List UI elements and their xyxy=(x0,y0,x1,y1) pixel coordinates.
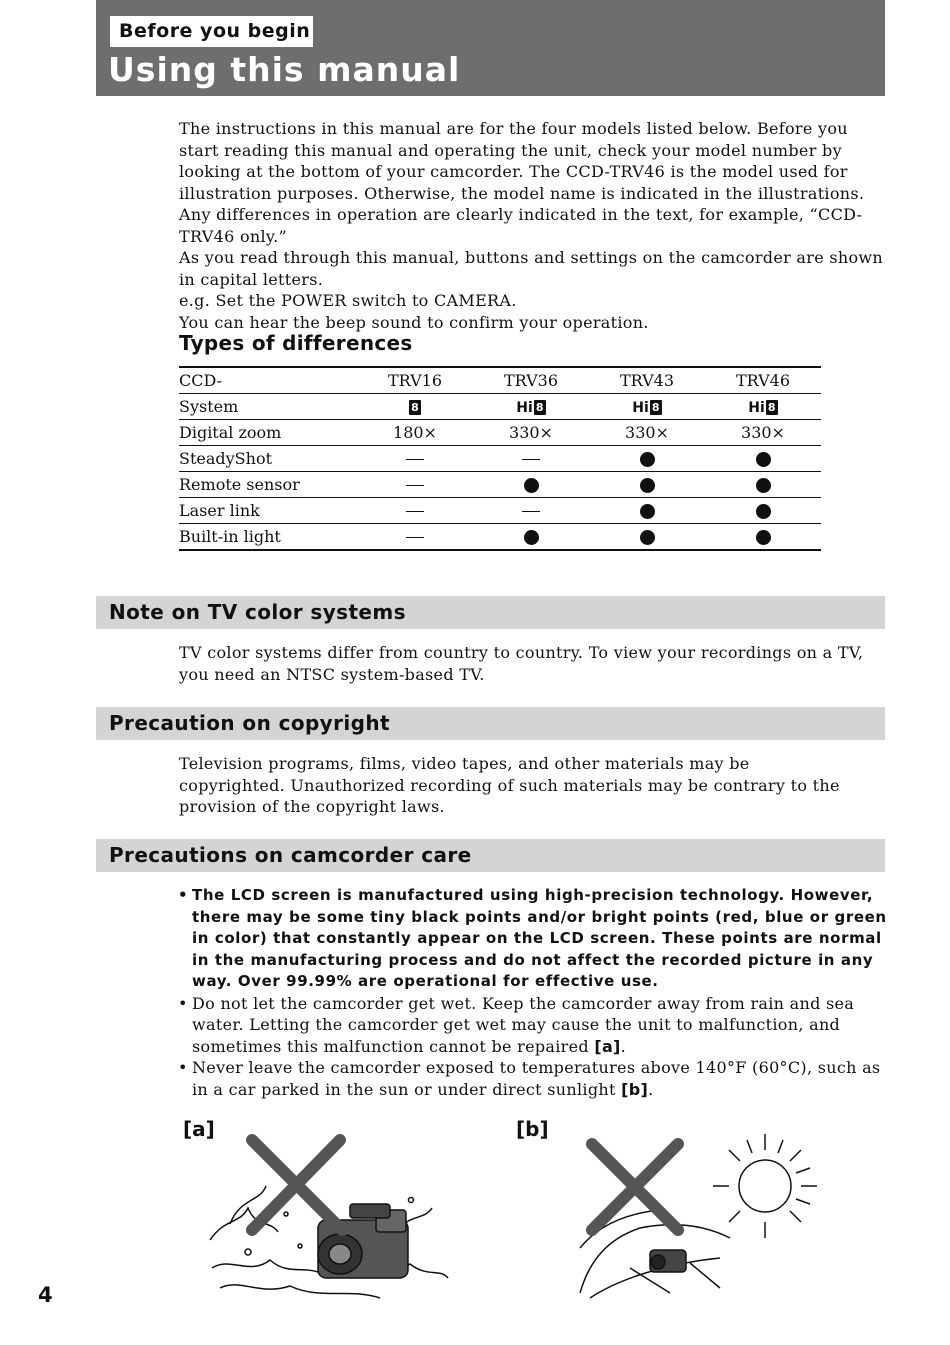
row-label: Remote sensor xyxy=(179,472,357,498)
hi8-icon: Hi 8 xyxy=(632,400,662,416)
section-heading: Note on TV color systems xyxy=(109,600,406,624)
system-cell xyxy=(589,394,705,420)
row-label: Digital zoom xyxy=(179,420,357,446)
tv-paragraph: TV color systems differ from country to country. To view your recordings on a TV, you need an NTSC system-based TV. xyxy=(179,643,864,684)
available-dot-icon xyxy=(640,530,655,545)
table-cell xyxy=(357,524,473,551)
table-row xyxy=(179,420,821,446)
hi8-icon: Hi 8 xyxy=(516,400,546,416)
camcorder-in-water-illustration xyxy=(200,1128,460,1308)
table-cell xyxy=(589,472,705,498)
page-title: Using this manual xyxy=(108,50,461,89)
available-dot-icon xyxy=(756,478,771,493)
not-available-dash-icon xyxy=(522,459,540,461)
available-dot-icon xyxy=(640,452,655,467)
table-row xyxy=(179,472,821,498)
table-cell: 330× xyxy=(589,420,705,446)
figure-ref: [a] xyxy=(594,1036,621,1056)
list-item: • Do not let the camcorder get wet. Keep the camcorder away from rain and sea water. Letting the camcorder get wet may cause the unit to malfunction, and sometimes this malfunction cannot be repaired [a]. xyxy=(176,993,888,1058)
table-header-cell: TRV43 xyxy=(589,367,705,394)
table-cell xyxy=(473,472,589,498)
cross-mark-icon xyxy=(252,1140,342,1230)
table-header-cell: CCD- xyxy=(179,367,357,394)
sun-icon xyxy=(713,1134,817,1238)
table-cell xyxy=(357,472,473,498)
row-label: Built-in light xyxy=(179,524,357,551)
figure-ref: [b] xyxy=(621,1079,649,1099)
tv-text xyxy=(179,642,889,685)
table-header-cell: TRV46 xyxy=(705,367,821,394)
figure-label: [b] xyxy=(516,1117,549,1141)
cross-mark-icon xyxy=(592,1144,678,1230)
system-cell xyxy=(705,394,821,420)
table-cell xyxy=(705,498,821,524)
intro-text xyxy=(179,118,889,333)
not-available-dash-icon xyxy=(406,511,424,513)
section-heading-bar xyxy=(96,707,885,740)
table-cell xyxy=(705,446,821,472)
table-row xyxy=(179,498,821,524)
section-tab: Before you begin xyxy=(110,16,313,47)
table-cell xyxy=(589,498,705,524)
table-cell: 330× xyxy=(473,420,589,446)
care-bullet-list xyxy=(176,885,888,1100)
table-header-row xyxy=(179,367,821,394)
table-row xyxy=(179,446,821,472)
table-cell xyxy=(705,524,821,551)
intro-paragraph: The instructions in this manual are for the four models listed below. Before you start reading this manual and operating the unit, check your model number by looking at the bottom of your camcorder. The CCD-TRV46 is the model used for illustration purposes. Otherwise, the model name is indicated in the illustrations. Any differences in operation are clearly indicated in the text, for example, “CCD-TRV46 only.” xyxy=(179,119,865,246)
available-dot-icon xyxy=(756,504,771,519)
intro-paragraph: As you read through this manual, buttons and settings on the camcorder are shown in capital letters. xyxy=(179,248,884,289)
table-cell xyxy=(473,446,589,472)
row-label: System xyxy=(179,394,357,420)
hi8-icon: Hi 8 xyxy=(748,400,778,416)
list-item: • The LCD screen is manufactured using high-precision technology. However, there may be some tiny black points and/or bright points (red, blue or green in color) that constantly appear on the LCD screen. These points are normal in the manufacturing process and do not affect the recorded picture in any way. Over 99.99% are operational for effective use. xyxy=(176,885,888,993)
section-heading: Precaution on copyright xyxy=(109,711,390,735)
table-header-cell: TRV16 xyxy=(357,367,473,394)
table-cell xyxy=(589,524,705,551)
table-cell: 330× xyxy=(705,420,821,446)
table-cell xyxy=(473,498,589,524)
not-available-dash-icon xyxy=(406,459,424,461)
car-in-sun-illustration xyxy=(570,1128,820,1308)
differences-table xyxy=(179,366,821,551)
available-dot-icon xyxy=(640,478,655,493)
figure-label: [a] xyxy=(183,1117,215,1141)
table-cell xyxy=(473,524,589,551)
section-heading-bar xyxy=(96,839,885,872)
table-cell xyxy=(357,446,473,472)
copyright-text xyxy=(179,753,859,818)
camcorder-icon xyxy=(650,1250,686,1272)
table-cell xyxy=(357,498,473,524)
video8-icon: 8 xyxy=(409,400,421,415)
available-dot-icon xyxy=(524,530,539,545)
table-row xyxy=(179,394,821,420)
section-heading: Precautions on camcorder care xyxy=(109,843,472,867)
row-label: SteadyShot xyxy=(179,446,357,472)
page-number: 4 xyxy=(38,1283,53,1307)
table-header-cell: TRV36 xyxy=(473,367,589,394)
section-heading-bar xyxy=(96,596,885,629)
system-cell xyxy=(357,394,473,420)
table-cell xyxy=(705,472,821,498)
available-dot-icon xyxy=(756,452,771,467)
available-dot-icon xyxy=(756,530,771,545)
table-cell xyxy=(589,446,705,472)
available-dot-icon xyxy=(640,504,655,519)
available-dot-icon xyxy=(524,478,539,493)
intro-example: e.g. Set the POWER switch to CAMERA. xyxy=(179,291,517,310)
differences-heading: Types of differences xyxy=(179,331,413,355)
intro-paragraph: You can hear the beep sound to confirm your operation. xyxy=(179,312,649,332)
not-available-dash-icon xyxy=(406,537,424,539)
table-cell: 180× xyxy=(357,420,473,446)
not-available-dash-icon xyxy=(522,511,540,513)
table-row xyxy=(179,524,821,551)
row-label: Laser link xyxy=(179,498,357,524)
list-item: • Never leave the camcorder exposed to temperatures above 140°F (60°C), such as in a car parked in the sun or under direct sunlight [b]. xyxy=(176,1057,888,1100)
system-cell xyxy=(473,394,589,420)
not-available-dash-icon xyxy=(406,485,424,487)
copyright-paragraph: Television programs, films, video tapes, and other materials may be copyrighted. Unauthorized recording of such materials may be contrary to the provision of the copyright laws. xyxy=(179,754,840,816)
